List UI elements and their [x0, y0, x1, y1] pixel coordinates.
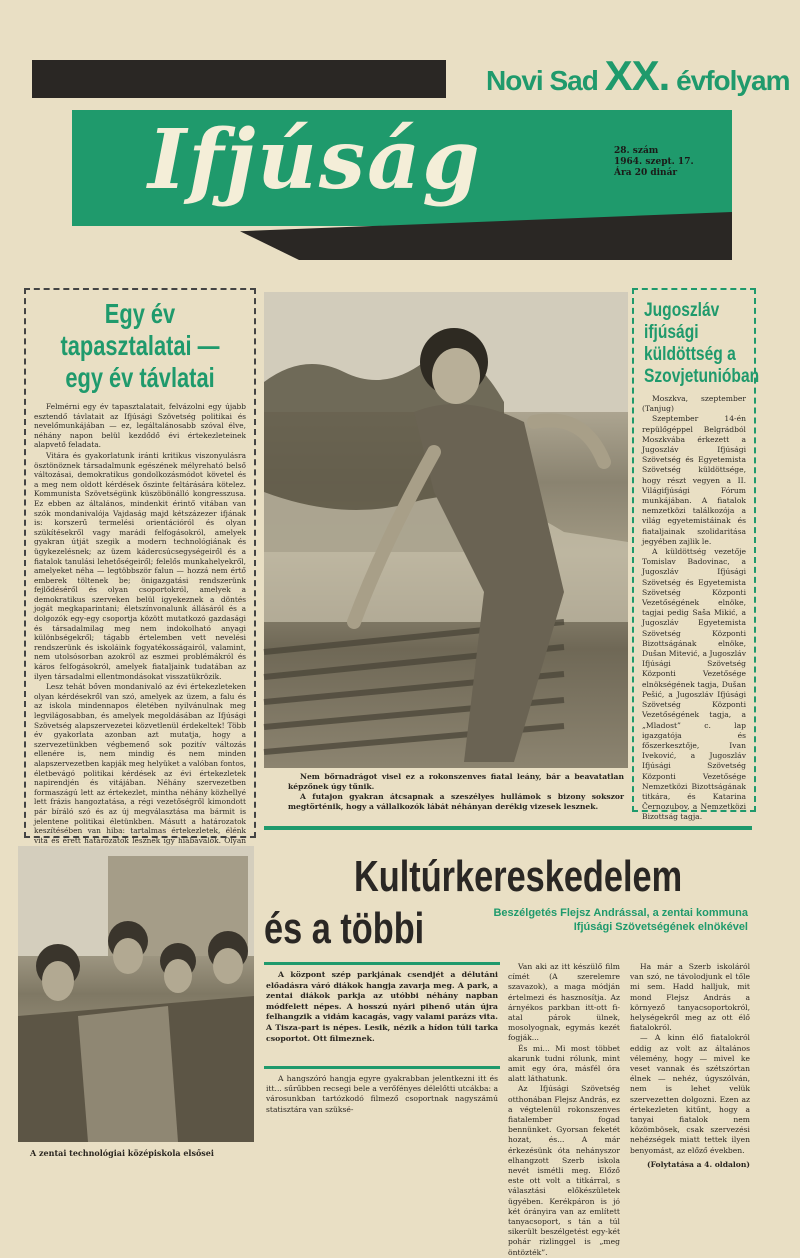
feature-paragraph: Van aki az itt készülő film címét (A szerelemre szavazok), a maga módján értelmezi és hasznosítja. Az árnyékos parkban itt-ott fi- atal párok ülnek, mosolyognak, egymás kezét fogják... — [508, 962, 620, 1043]
feature-column-1 — [266, 1074, 498, 1115]
photo-caption-line: Nem bőrnadrágot visel ez a rokonszenves fiatal leány, bár a beavatatlan képzőnek úgy tűnik. — [288, 772, 624, 791]
students-photo-caption: A zentai technológiai középiskola elsősei — [30, 1148, 214, 1158]
side-body — [642, 394, 746, 823]
feature-headline-line1: Kultúrkereskedelem — [354, 852, 683, 901]
side-article — [632, 288, 760, 822]
river-photo-illustration — [264, 292, 628, 768]
feature-headline-line2: és a többi — [264, 904, 425, 953]
feature-rule-top — [264, 962, 500, 965]
photo-caption — [288, 772, 624, 812]
volume-number: XX. — [604, 52, 670, 99]
lead-paragraph: Lesz tehát bőven mondanivaló az évi értekezleteken olyan kérdésekről van szó, amelyek az üzem, a falu és az iskola mindennapos életében nyilvánulnak meg legvilágosabban, és amelyek megoldásában az Ifjúsági Szövetség alapszervezetei közvetlenül érdekeltek! Több év gyakorlata azonban azt mutatja, hogy a szervezetünkben végbemenő sok pozitív változás ellenére is, nem mindig és nem minden alapszervezetben kapják meg helyüket a valóban fontos, életbevágó politikai kérdések az évi értekezletek napirendjén és vitájában. Néhány szervezetben formaszágú lett az értekezlet, mintha néhány közhellyé lett frázis hangoztatása, a régi vezetőségről kimondott pár bíráló szó és az új megválasztása ma bármit is jelentene politikai életünkben. Másutt a határozatok keszítésében van hiba: tartalmas értekezletek, élénk vita és érett határozatok lesznek így hiábavalók. Olyan — [34, 682, 246, 845]
lead-article — [24, 288, 256, 845]
side-paragraph: A küldöttség vezetője Tomislav Badovinac, a Jugoszláv Ifjúsági Szövetség és Egyetemista Szövetség Központi Vezetőségének elnöke, tagjai pedig Saša Mikić, a Jugoszláv Egyetemista Szövetség Központi Bizottságának elnöke, Dušan Mitević, a Jugoszláv Ifjúsági Szövetség Központi Vezetősége elnökségének tagja, Dušan Pešić, a Jugoszláv Ifjúsági Szövetség Központi Vezetőségének tagja, a „Mladost” c. lap igazgatója és főszerkesztője, Ivan Iveković, a Jugoszláv Ifjúsági Szövetség Központi Vezetősége Nemzetközi Bizottságának titkára, és Katarina Černozubov, a Nemzetközi Bizottság tagja. — [642, 547, 746, 822]
volume-line — [486, 52, 789, 100]
feature-paragraph: Ha már a Szerb iskoláról van szó, ne távolodjunk el tőle mi sem. Hadd halljuk, mit mond Flejsz András a környező tanyacsoportokról, helységekről meg az ott élő fiatalokról. — [630, 962, 750, 1033]
volume-suffix: évfolyam — [676, 65, 790, 96]
feature-column-3 — [630, 962, 750, 1170]
feature-intro-text: A központ szép parkjának csendjét a délutáni előadásra váró diákok hangja zavarja meg. A park, a zentai diákok parkja az utóbbi néhány napban módfelett népes. A hosszú nyári pihenő után újra felhangzik a vidám kacagás, vagy valami parázs vita. A Tisza-part is népes. Lesik, nézik a hídon túli tarka csoportot. Ott filmeznek. — [266, 970, 498, 1043]
feature-paragraph: És mi... Mi most többet akarunk tudni rólunk, mint amit egy óra, másfél óra alatt láthatunk. — [508, 1043, 620, 1084]
students-photo — [18, 846, 254, 1142]
feature-rule-bottom — [264, 1066, 500, 1069]
feature-column-2 — [508, 962, 620, 1258]
lead-headline: Egy év tapasztalatai — egy év távlatai — [60, 298, 220, 393]
volume-prefix: Novi Sad — [486, 65, 598, 96]
students-photo-illustration — [18, 846, 254, 1142]
issue-price: Ára 20 dinár — [614, 168, 678, 178]
masthead-dark-bar — [32, 60, 446, 98]
issue-date: 1964. szept. 17. — [614, 157, 694, 167]
feature-paragraph: A hangszóró hangja egyre gyakrabban jelentkezni itt és itt... sűrűbben recsegi bele a verőfényes délelőtti utcákba: a városunkban tartózkodó filmező csoportnak nagyszámú statisztára van szüksé- — [266, 1074, 498, 1114]
issue-number: 28. szám — [614, 146, 659, 156]
lead-body — [34, 402, 246, 893]
continuation-note: (Folytatása a 4. oldalon) — [646, 1159, 750, 1169]
lead-paragraph: Felmérni egy év tapasztalatait, felvázolni egy újabb esztendő távlatait az Ifjúsági Szövetség politikai és nevelőmunkájában — ez, legáltalánosabb szóval élve, néhány napon belül kezdődő évi értekezleteinek alapvető feladata. — [34, 402, 246, 450]
feature-subhead: Beszélgetés Flejsz Andrással, a zentai kommuna Ifjúsági Szövetségének elnökével — [493, 907, 748, 933]
newspaper-title: Ifjúság — [148, 112, 482, 208]
issue-info — [614, 146, 694, 179]
river-photo — [264, 292, 628, 768]
feature-paragraph: Az Ifjúsági Szövetség otthonában Flejsz András, ez a végtelenül rokonszenves fiatalember fogad bennünket. Gyorsan feketét hozat, és... A már érkezésünk óta nehányszor elhangzott Szerb iskola nevét ismétli meg. Előző este ott volt a titkárral, s választási előkészületek ügyében. Kerékpáron is jó két órányira van az említett tanyacsoport, s tán a túl sikerült beszélgetést egy-két pohár rizlinggel is „meg öntözték”. — [508, 1084, 620, 1257]
side-paragraph: Szeptember 14-én repülőgéppel Belgrádból Moszkvába érkezett a Jugoszláv Ifjúsági Szövetség és Egyetemista Szövetség küldöttsége, hogy részt vegyen a II. Világifjúsági Fórum munkájában. A fiatalok nemzetközi találkozója a világ egyetemistáinak és fiataljainak szolidaritása jegyében zajlik le. — [642, 414, 746, 546]
side-dateline: Moszkva, szeptember (Tanjug) — [642, 394, 746, 414]
photo-caption-line: A futajon gyakran átcsapnak a szeszélyes hullámok s bizony sokszor megtörténik, hogy a vállalkozók lábát néhányan derékig vizesek lesznek. — [288, 792, 624, 811]
feature-intro — [266, 970, 498, 1044]
feature-paragraph: — A kinn élő fiatalokról eddig az volt az általános vélemény, hogy — mivel ke veset vannak és szétszórtan élnek — nehéz, úgyszólván, nem is lehet velük szervezetten dolgozni. Ezen az értekezleten kitűnt, hogy a tanyai fiatalok nem közömbösek, csak szervezési nehézségek miatt tettek ilyen benyomást, az előző években. — [630, 1033, 750, 1155]
section-divider — [264, 826, 752, 830]
lead-paragraph: Vitára és gyakorlatunk iránti kritikus viszonyulásra ösztönöznek társadalmunk egészének mélyreható belső változásai, demokratikus gondolkozásmódot követel és a meg nem oldott kérdések őszinte feltárására kötelez. Kommunista Szövetségünk küszöbönálló kongresszusa. Ez ebben az általános, mindenkit érintő vitában van szók mondanivalója Vajdaság majd kétszázezer ifjának is: korszerű termelési orientációról és olyan szükítésekről vagy marádi felfogásokról, amelyek gyakran útját szegik a modern technológiának és ügykezelésnek; az üzem kádercsúcsegységeiről és a fiatalok tanulási lehetőségeiről; felelős munkahelyekről, amelyeket néha — legtöbbször falun — hozzá nem értő emberek töltenek be; önigazgatási rendszerünk fejlődéséről és olyan csoportokról, amelyek a demokratikus szerveken belül igyekeznek a döntés jogát megkaparintani; életszínvonalunk állásáról és a dolgozók egy-egy csoportja között mutatkozó gazdasági és társadalmilag meg nem indokolható anyagi különbségekről; tágabb értelemben vett nevelési rendszerünk és iskoláink fogyatékosságairól, valamint, nem utolsósorban azokról az eszmei problémákról és káros felfogásokról, amelyek fiataljaink tudatában az ilyen társadalmi ellentmondásokat visszatükrözik. — [34, 450, 246, 681]
side-headline: Jugoszláv ifjúsági küldöttség a Szovjetunióban — [644, 300, 760, 387]
